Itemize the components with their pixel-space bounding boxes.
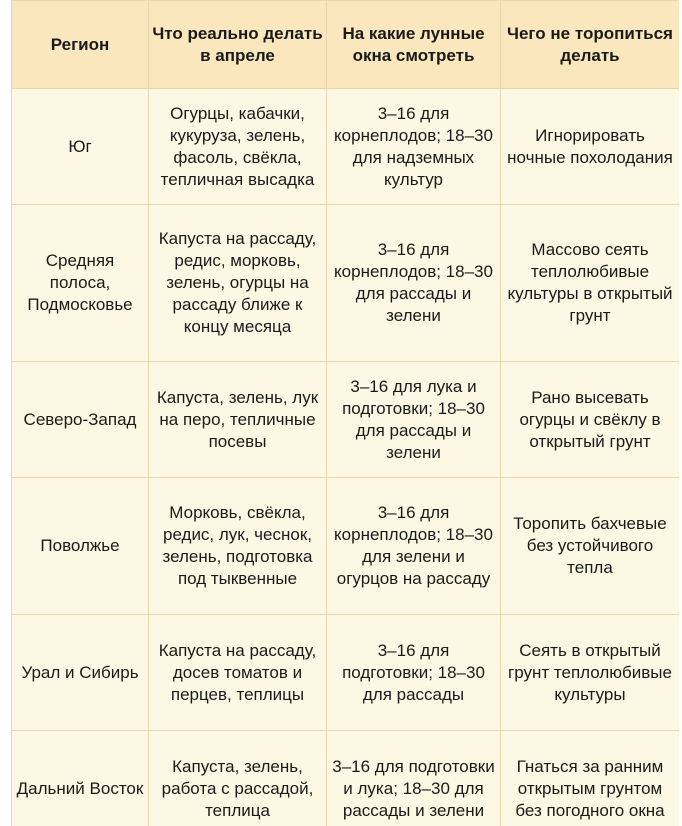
cell-region: Урал и Сибирь	[12, 615, 149, 731]
table-row	[12, 731, 680, 826]
cell-todo: Морковь, свёкла, редис, лук, чеснок, зелень, подготовка под тыквенные	[149, 478, 327, 615]
cell-todo: Капуста, зелень, работа с рассадой, теплица	[149, 731, 327, 826]
table-row	[12, 478, 680, 615]
cell-region: Северо-Запад	[12, 362, 149, 478]
planting-table-container	[11, 0, 679, 826]
cell-avoid: Торопить бахчевые без устойчивого тепла	[501, 478, 680, 615]
header-todo: Что реально делать в апреле	[149, 1, 327, 89]
cell-lunar: 3–16 для лука и подготовки; 18–30 для рассады и зелени	[327, 362, 501, 478]
header-avoid: Чего не торопиться делать	[501, 1, 680, 89]
cell-todo: Огурцы, кабачки, кукуруза, зелень, фасоль, свёкла, тепличная высадка	[149, 89, 327, 205]
table-row	[12, 205, 680, 362]
table-row	[12, 89, 680, 205]
cell-avoid: Рано высевать огурцы и свёклу в открытый грунт	[501, 362, 680, 478]
planting-table	[11, 0, 679, 826]
cell-region: Дальний Восток	[12, 731, 149, 826]
cell-region: Средняя полоса, Подмосковье	[12, 205, 149, 362]
header-lunar-windows: На какие лунные окна смотреть	[327, 1, 501, 89]
cell-avoid: Массово сеять теплолюбивые культуры в открытый грунт	[501, 205, 680, 362]
cell-lunar: 3–16 для корнеплодов; 18–30 для надземных культур	[327, 89, 501, 205]
table-row	[12, 362, 680, 478]
cell-todo: Капуста на рассаду, досев томатов и перцев, теплицы	[149, 615, 327, 731]
cell-region: Поволжье	[12, 478, 149, 615]
table-row	[12, 615, 680, 731]
cell-lunar: 3–16 для корнеплодов; 18–30 для зелени и огурцов на рассаду	[327, 478, 501, 615]
cell-lunar: 3–16 для подготовки и лука; 18–30 для рассады и зелени	[327, 731, 501, 826]
cell-todo: Капуста на рассаду, редис, морковь, зелень, огурцы на рассаду ближе к концу месяца	[149, 205, 327, 362]
header-region: Регион	[12, 1, 149, 89]
cell-avoid: Сеять в открытый грунт теплолюбивые культуры	[501, 615, 680, 731]
table-header-row	[12, 1, 680, 89]
cell-avoid: Гнаться за ранним открытым грунтом без погодного окна	[501, 731, 680, 826]
cell-lunar: 3–16 для корнеплодов; 18–30 для рассады и зелени	[327, 205, 501, 362]
cell-avoid: Игнорировать ночные похолодания	[501, 89, 680, 205]
cell-region: Юг	[12, 89, 149, 205]
cell-lunar: 3–16 для подготовки; 18–30 для рассады	[327, 615, 501, 731]
cell-todo: Капуста, зелень, лук на перо, тепличные посевы	[149, 362, 327, 478]
